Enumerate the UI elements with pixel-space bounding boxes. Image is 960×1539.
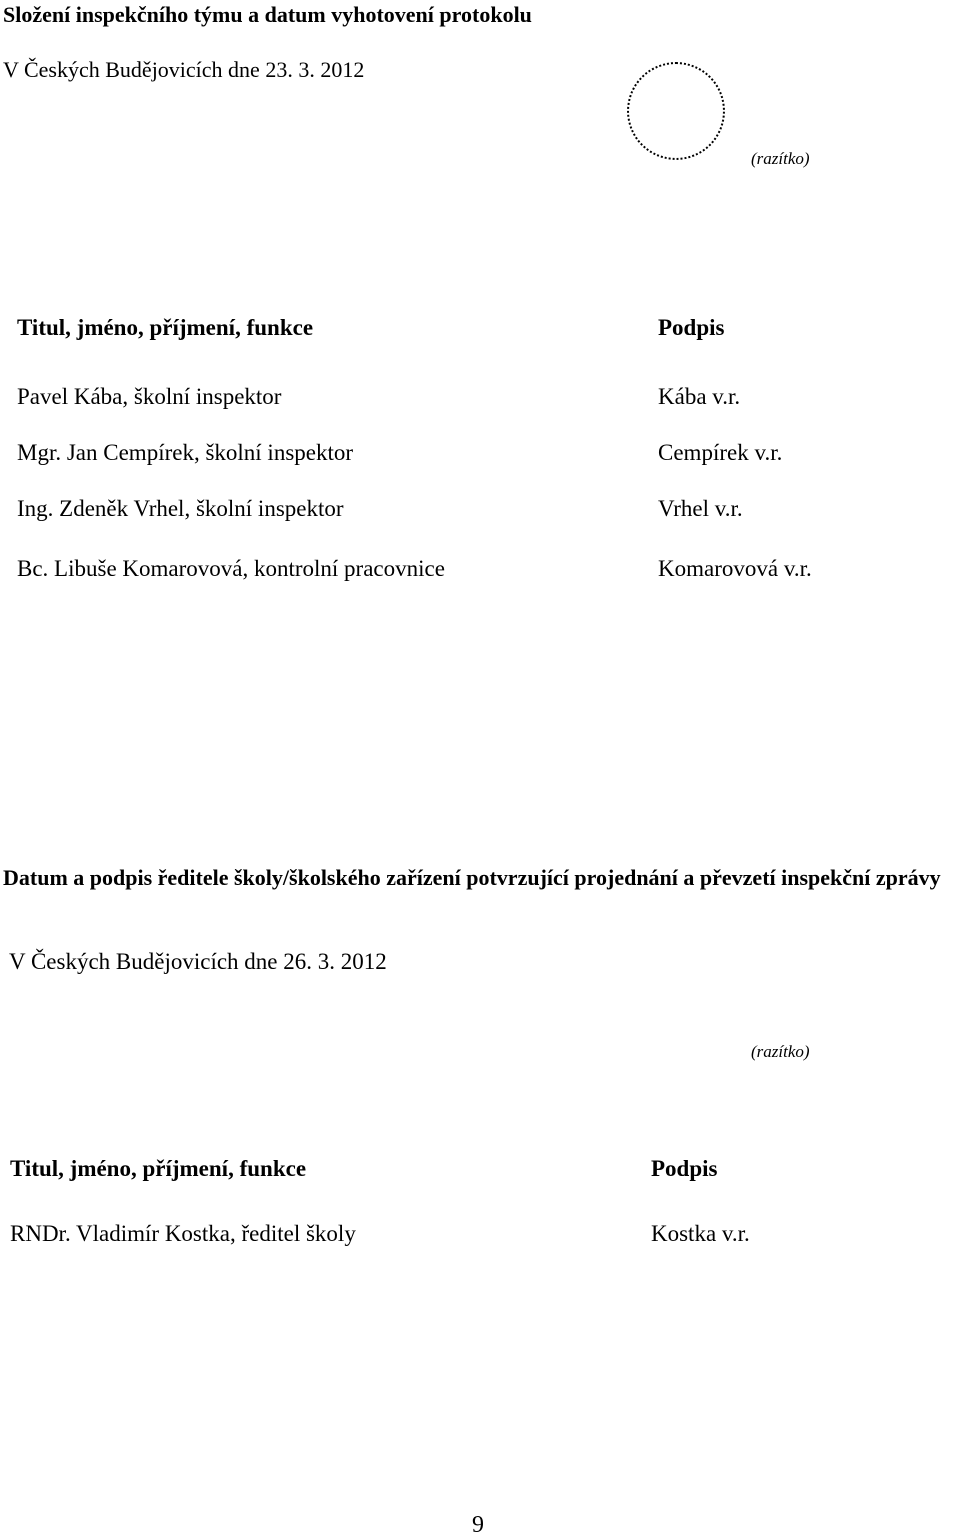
place-date-protocol: V Českých Budějovicích dne 23. 3. 2012 <box>3 57 365 82</box>
member-signature: Komarovová v.r. <box>658 556 812 581</box>
member-name: Bc. Libuše Komarovová, kontrolní pracovnice <box>17 556 445 581</box>
member-name: Pavel Kába, školní inspektor <box>17 384 282 409</box>
director-name: RNDr. Vladimír Kostka, ředitel školy <box>10 1221 356 1246</box>
section-heading-inspection-team: Složení inspekčního týmu a datum vyhotovení protokolu <box>3 2 532 27</box>
column-header-signature: Podpis <box>651 1156 718 1181</box>
column-header-name: Titul, jméno, příjmení, funkce <box>17 315 314 340</box>
member-signature: Vrhel v.r. <box>658 496 743 521</box>
member-signature: Cempírek v.r. <box>658 440 783 465</box>
column-header-signature: Podpis <box>658 315 725 340</box>
section-heading-director-confirmation: Datum a podpis ředitele školy/školského zařízení potvrzující projednání a převzetí inspekční zprávy <box>3 865 941 890</box>
member-name: Ing. Zdeněk Vrhel, školní inspektor <box>17 496 344 521</box>
place-date-confirmation: V Českých Budějovicích dne 26. 3. 2012 <box>9 949 387 974</box>
stamp-circle-icon <box>627 62 725 160</box>
page-number: 9 <box>472 1512 484 1538</box>
column-header-name: Titul, jméno, příjmení, funkce <box>10 1156 307 1181</box>
member-signature: Kába v.r. <box>658 384 741 409</box>
stamp-label: (razítko) <box>751 149 810 168</box>
member-name: Mgr. Jan Cempírek, školní inspektor <box>17 440 354 465</box>
stamp-label: (razítko) <box>751 1042 810 1061</box>
director-signature: Kostka v.r. <box>651 1221 750 1246</box>
